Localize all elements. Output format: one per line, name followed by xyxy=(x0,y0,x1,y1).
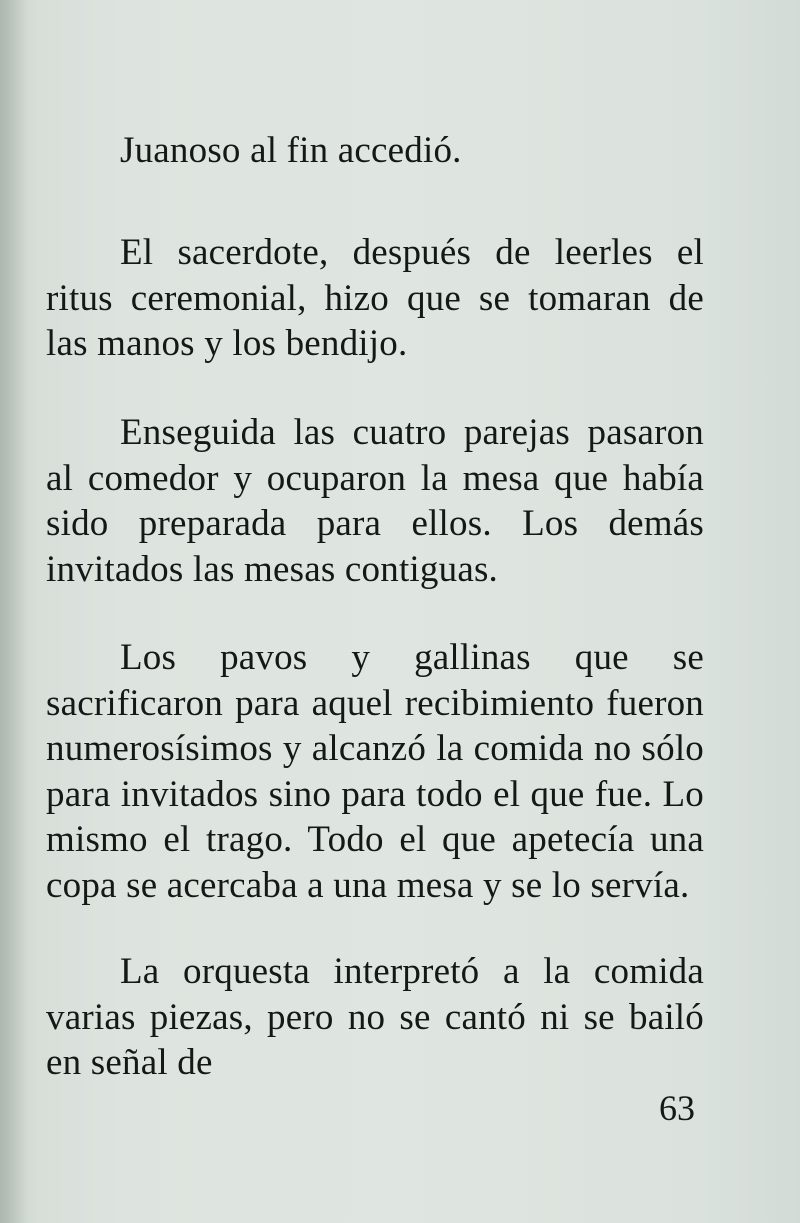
paragraph-2: El sacerdote, después de leerles el ritus ceremonial, hizo que se tomaran de las manos y los bendijo. xyxy=(46,232,704,364)
page-number: 63 xyxy=(659,1088,695,1128)
paragraph-5: La orquesta interpretó a la comida varias piezas, pero no se cantó ni se bailó en señal de xyxy=(46,951,704,1083)
paragraph-3: Enseguida las cuatro parejas pasaron al comedor y ocuparon la mesa que había sido preparada para ellos. Los demás invitados las mesas contiguas. xyxy=(46,412,704,590)
paragraph-4: Los pavos y gallinas que se sacrificaron para aquel recibimiento fueron numerosísimos y alcanzó la comida no sólo para invitados sino para todo el que fue. Lo mismo el trago. Todo el que apetecía una copa se acercaba a una mesa y se lo servía. xyxy=(46,637,704,906)
paragraph-1: Juanoso al fin accedió. xyxy=(120,130,462,171)
spine-shadow xyxy=(0,0,28,1223)
